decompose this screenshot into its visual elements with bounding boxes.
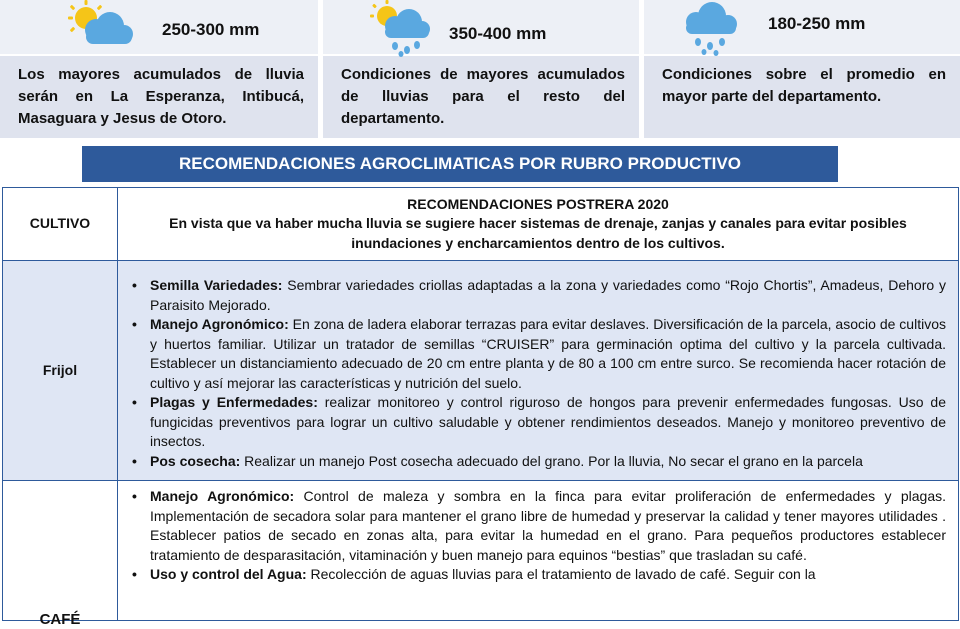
sun-cloud-icon	[62, 0, 138, 56]
bullet-icon: •	[132, 452, 137, 472]
recommendations-table	[2, 187, 959, 621]
recommendation-title: Pos cosecha:	[150, 453, 240, 469]
list-item	[132, 315, 946, 393]
recommendations-table-wrap	[2, 187, 958, 604]
recommendation-list	[118, 270, 958, 471]
list-item	[132, 565, 946, 585]
rain-range-label: 350-400 mm	[449, 24, 546, 44]
table-header-row	[3, 188, 959, 261]
bullet-icon: •	[132, 276, 137, 296]
forecast-panel-2	[323, 0, 639, 138]
recommendations-header	[118, 188, 959, 261]
recommendation-title: Semilla Variedades:	[150, 277, 282, 293]
bullet-icon: •	[132, 565, 137, 585]
recommendations-intro: En vista que va haber mucha lluvia se sugiere hacer sistemas de drenaje, zanjas y canales para evitar posibles inundaciones y encharcamientos dentro de los cultivos.	[126, 214, 950, 253]
bullet-icon: •	[132, 487, 137, 507]
table-row	[3, 481, 959, 621]
list-item	[132, 393, 946, 452]
forecast-description: Condiciones sobre el promedio en mayor parte del departamento.	[662, 64, 946, 108]
list-item	[132, 276, 946, 315]
rain-range-label: 250-300 mm	[162, 20, 259, 40]
forecast-description: Los mayores acumulados de lluvia serán en La Esperanza, Intibucá, Masaguara y Jesus de Otoro.	[18, 64, 304, 130]
crop-name-cell	[3, 481, 118, 621]
recommendations-title: RECOMENDACIONES POSTRERA 2020	[126, 195, 950, 215]
bullet-icon: •	[132, 315, 137, 335]
recommendation-title: Plagas y Enfermedades:	[150, 394, 318, 410]
forecast-description: Condiciones de mayores acumulados de lluvias para el resto del departamento.	[341, 64, 625, 130]
forecast-panel-1	[0, 0, 318, 138]
table-row	[3, 261, 959, 481]
sun-cloud-rain-icon	[365, 0, 441, 56]
section-banner: RECOMENDACIONES AGROCLIMATICAS POR RUBRO PRODUCTIVO	[82, 146, 838, 182]
list-item	[132, 487, 946, 565]
crop-name: Frijol	[3, 261, 118, 481]
recommendation-text: Recolección de aguas lluvias para el tratamiento de lavado de café. Seguir con la	[307, 566, 816, 582]
recommendation-text: realizar monitoreo y control riguroso de hongos para prevenir enfermedades fungosas. Uso de fungicidas preventivos para lograr un cultivo saludable y obtener rendimientos deseados. Manejo y monitoreo preventivo de insectos.	[150, 394, 946, 449]
recommendation-list	[118, 481, 958, 585]
recommendation-text: Control de maleza y sombra en la finca para evitar proliferación de enfermedades y plagas. Implementación de secadora solar para mantener el grano libre de humedad y preservar la calidad y tener mayores utilidades . Establecer patios de secado en zonas alta, para evitar la humedad en el grano. Para pequeños productores establecer tratamiento de desparasitación, vitaminación y buen manejo para equinos “bestias” que trasladan su café.	[150, 488, 946, 563]
crop-name: CAFÉ	[3, 610, 117, 629]
recommendation-title: Manejo Agronómico:	[150, 316, 289, 332]
crop-recommendations	[118, 481, 959, 621]
cloud-rain-icon	[674, 0, 750, 56]
forecast-panels	[0, 0, 960, 138]
forecast-panel-3	[644, 0, 960, 138]
recommendation-text: En zona de ladera elaborar terrazas para evitar deslaves. Diversificación de la parcela, asocio de cultivos y huertos familiar. Utilizar un tratador de semillas “CRUISER” para germinación optima del cultivo y la parcela cultivada. Establecer un distanciamiento adecuado de 20 cm entre planta y de 80 a 100 cm entre surco. Se recomienda hacer rotación de cultivo y así mejorar las características y nutrición del suelo.	[150, 316, 946, 391]
rain-range-label: 180-250 mm	[768, 14, 865, 34]
recommendation-text: Realizar un manejo Post cosecha adecuado del grano. Por la lluvia, No secar el grano en la parcela	[240, 453, 863, 469]
recommendation-title: Manejo Agronómico:	[150, 488, 294, 504]
crop-recommendations	[118, 261, 959, 481]
bullet-icon: •	[132, 393, 137, 413]
recommendation-title: Uso y control del Agua:	[150, 566, 307, 582]
list-item	[132, 452, 946, 472]
recommendation-text: Sembrar variedades criollas adaptadas a la zona y variedades como “Rojo Chortis”, Amadeus, Dehoro y Paraisito Mejorado.	[150, 277, 946, 313]
crop-column-header: CULTIVO	[3, 188, 118, 261]
forecast-panel-head	[0, 0, 318, 56]
